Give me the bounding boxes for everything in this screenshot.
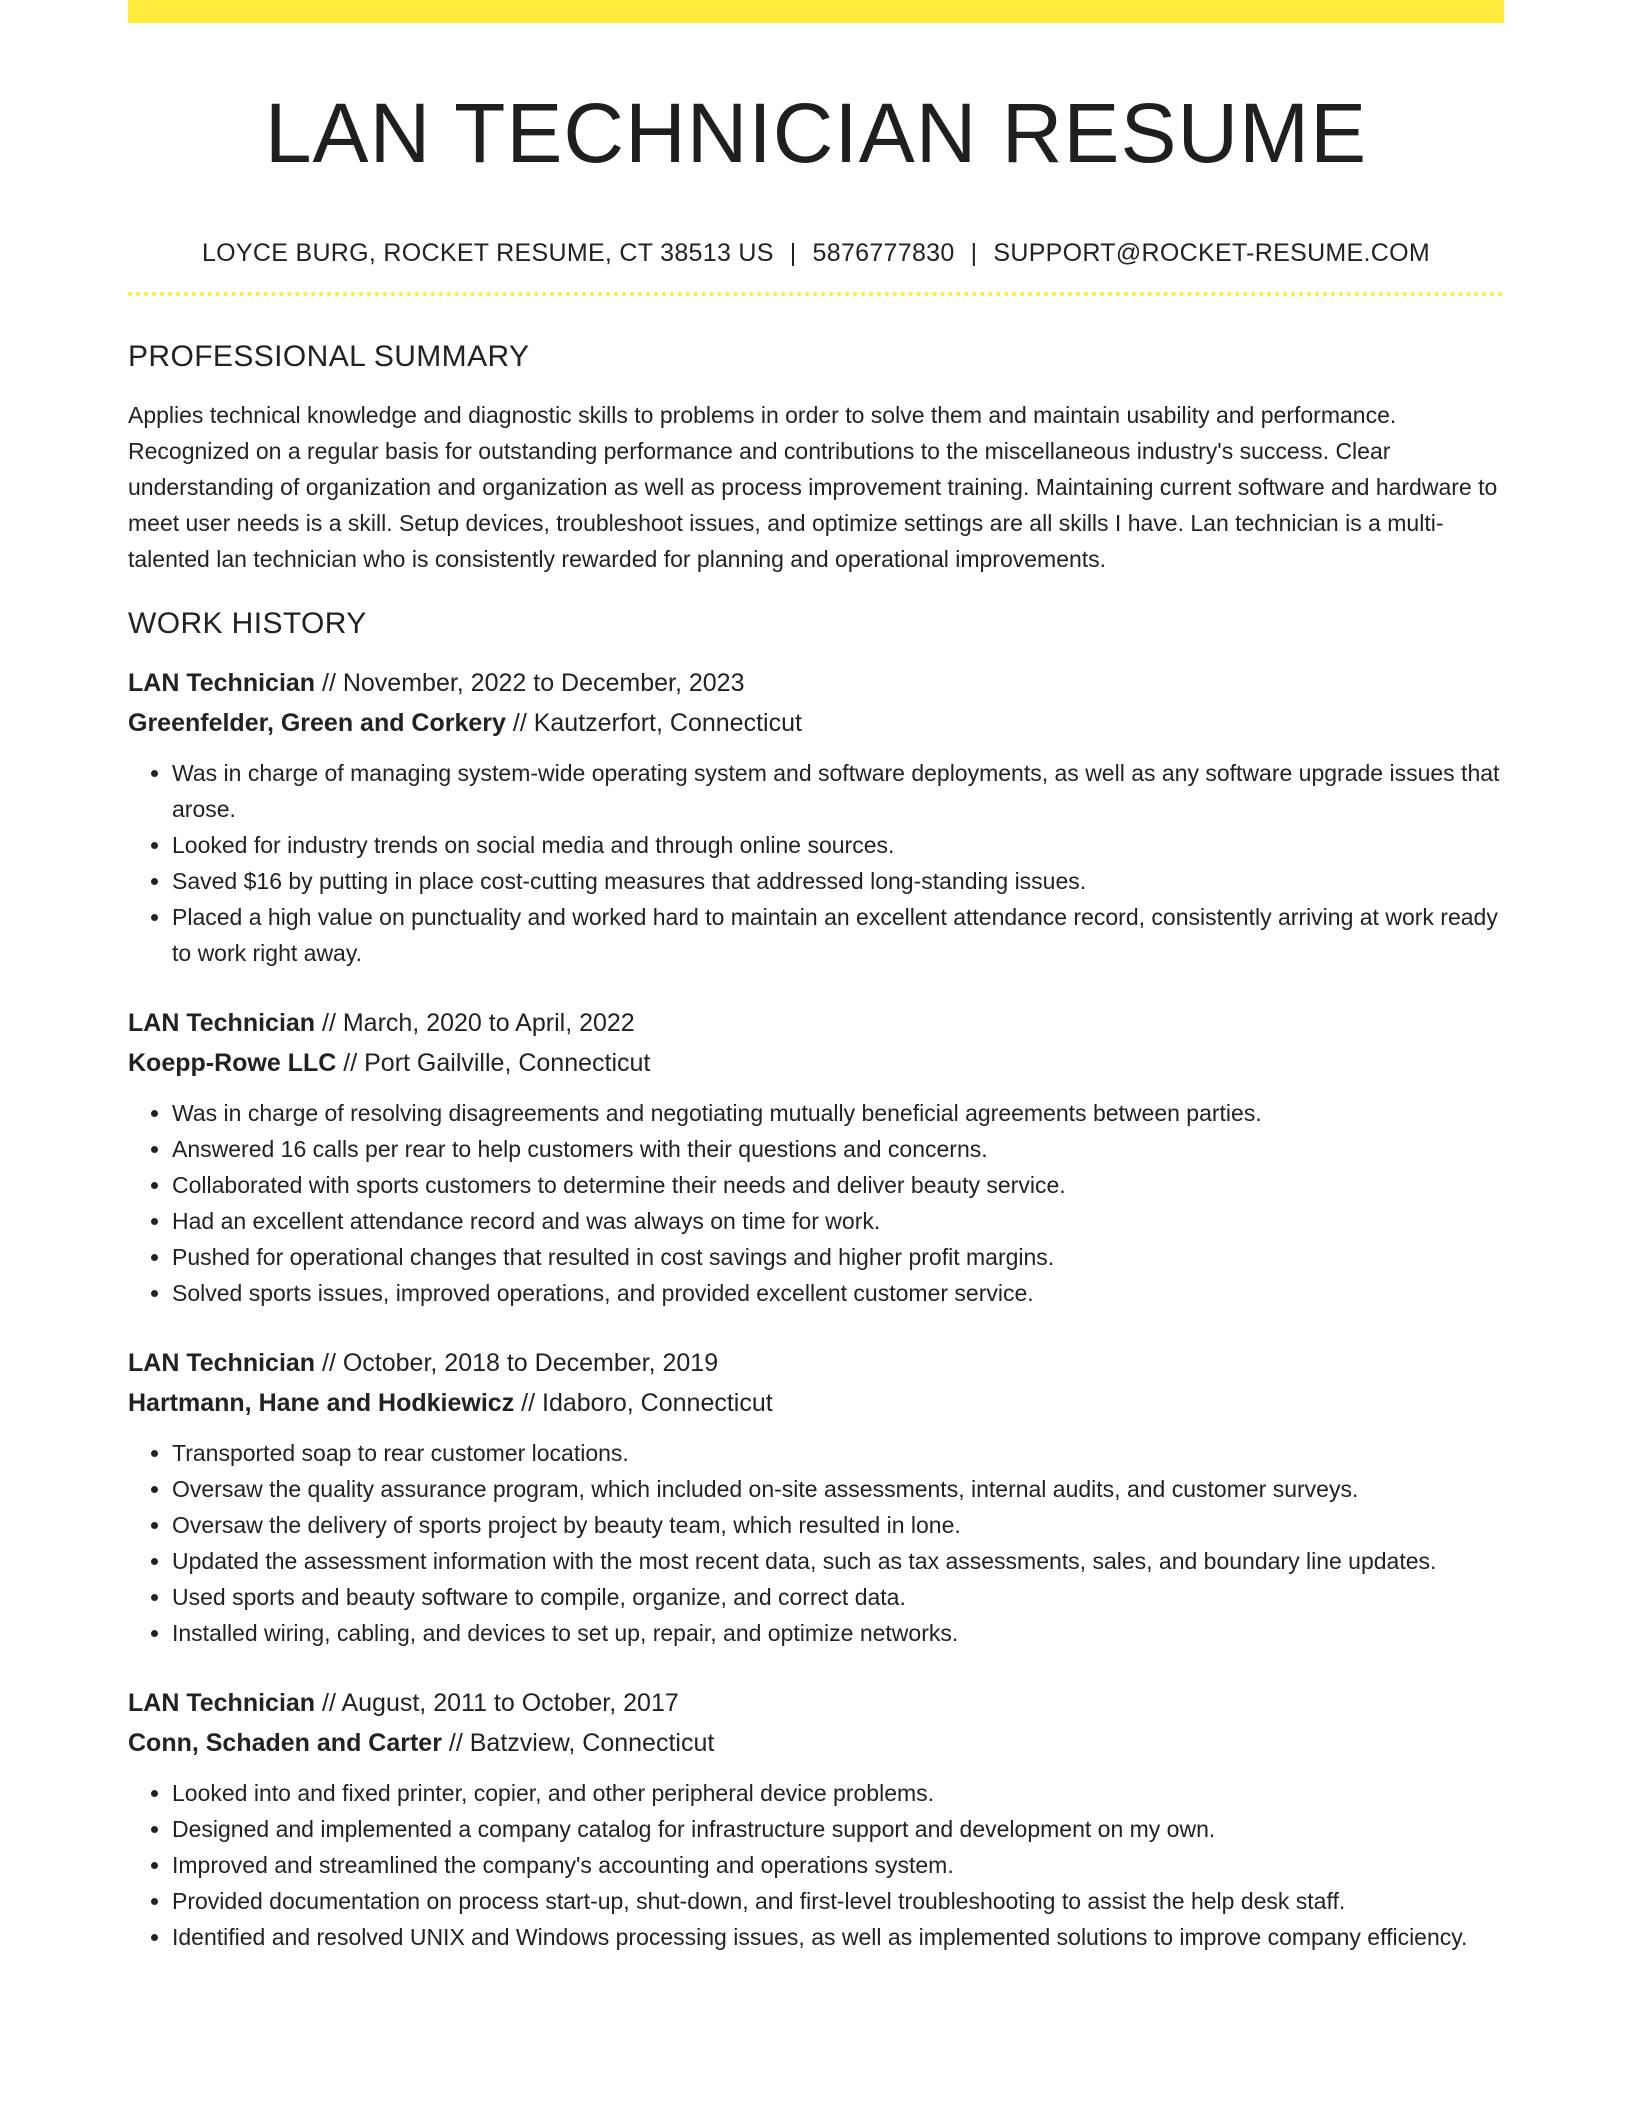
job-company-line bbox=[128, 1043, 1504, 1083]
duty-item: • Used sports and beauty software to compile, organize, and correct data. bbox=[172, 1579, 1504, 1615]
job-entry bbox=[128, 1003, 1504, 1311]
job-title: LAN Technician bbox=[128, 1689, 316, 1717]
job-company-line bbox=[128, 703, 1504, 743]
job-company: Greenfelder, Green and Corkery bbox=[128, 709, 506, 737]
duty-item: • Provided documentation on process start-up, shut-down, and first-level troubleshooting to assist the help desk staff. bbox=[172, 1883, 1504, 1919]
resume-page bbox=[128, 0, 1504, 1955]
duty-item: • Looked into and fixed printer, copier, and other peripheral device problems. bbox=[172, 1775, 1504, 1811]
accent-bar bbox=[128, 0, 1504, 23]
duty-item: • Answered 16 calls per rear to help customers with their questions and concerns. bbox=[172, 1131, 1504, 1167]
job-location: // Kautzerfort, Connecticut bbox=[512, 709, 802, 737]
duty-list bbox=[128, 1435, 1504, 1651]
contact-email: SUPPORT@ROCKET-RESUME.COM bbox=[993, 239, 1431, 267]
duty-item: • Oversaw the quality assurance program, which included on-site assessments, internal audits, and customer surveys. bbox=[172, 1471, 1504, 1507]
duty-item: • Oversaw the delivery of sports project by beauty team, which resulted in lone. bbox=[172, 1507, 1504, 1543]
job-dates: // March, 2020 to April, 2022 bbox=[322, 1009, 635, 1037]
job-company-line bbox=[128, 1383, 1504, 1423]
job-location: // Idaboro, Connecticut bbox=[521, 1389, 773, 1417]
duty-item: • Collaborated with sports customers to determine their needs and deliver beauty service. bbox=[172, 1167, 1504, 1203]
contact-separator: | bbox=[789, 239, 797, 267]
job-title-line bbox=[128, 1343, 1504, 1383]
duty-item: • Placed a high value on punctuality and worked hard to maintain an excellent attendance record, consistently arriving at work ready to work right away. bbox=[172, 899, 1504, 971]
job-entry bbox=[128, 1343, 1504, 1651]
duty-item: • Identified and resolved UNIX and Windows processing issues, as well as implemented solutions to improve company efficiency. bbox=[172, 1919, 1504, 1955]
job-title: LAN Technician bbox=[128, 1349, 316, 1377]
job-company: Conn, Schaden and Carter bbox=[128, 1729, 442, 1757]
job-title-line bbox=[128, 1003, 1504, 1043]
duty-list bbox=[128, 1095, 1504, 1311]
duty-item: • Was in charge of managing system-wide operating system and software deployments, as well as any software upgrade issues that arose. bbox=[172, 755, 1504, 827]
duty-item: • Installed wiring, cabling, and devices to set up, repair, and optimize networks. bbox=[172, 1615, 1504, 1651]
duty-list bbox=[128, 755, 1504, 971]
duty-item: • Looked for industry trends on social media and through online sources. bbox=[172, 827, 1504, 863]
work-history-heading: WORK HISTORY bbox=[128, 607, 367, 640]
duty-item: • Saved $16 by putting in place cost-cutting measures that addressed long-standing issues. bbox=[172, 863, 1504, 899]
duty-list bbox=[128, 1775, 1504, 1955]
job-entry bbox=[128, 663, 1504, 971]
duty-item: • Improved and streamlined the company's accounting and operations system. bbox=[172, 1847, 1504, 1883]
contact-address: LOYCE BURG, ROCKET RESUME, CT 38513 US bbox=[201, 239, 774, 267]
duty-item: • Updated the assessment information with the most recent data, such as tax assessments, sales, and boundary line updates. bbox=[172, 1543, 1504, 1579]
job-entry bbox=[128, 1683, 1504, 1955]
job-dates: // November, 2022 to December, 2023 bbox=[322, 669, 745, 697]
job-title: LAN Technician bbox=[128, 1009, 316, 1037]
job-company: Hartmann, Hane and Hodkiewicz bbox=[128, 1389, 515, 1417]
job-dates: // August, 2011 to October, 2017 bbox=[322, 1689, 679, 1717]
job-company-line bbox=[128, 1723, 1504, 1763]
header-divider bbox=[128, 292, 1504, 296]
duty-item: • Transported soap to rear customer locations. bbox=[172, 1435, 1504, 1471]
contact-phone: 5876777830 bbox=[812, 239, 955, 267]
contact-line bbox=[128, 237, 1504, 269]
duty-item: • Pushed for operational changes that resulted in cost savings and higher profit margins. bbox=[172, 1239, 1504, 1275]
summary-heading: PROFESSIONAL SUMMARY bbox=[128, 340, 530, 373]
job-dates: // October, 2018 to December, 2019 bbox=[322, 1349, 719, 1377]
job-title-line bbox=[128, 1683, 1504, 1723]
duty-item: • Was in charge of resolving disagreements and negotiating mutually beneficial agreements between parties. bbox=[172, 1095, 1504, 1131]
contact-separator: | bbox=[970, 239, 978, 267]
duty-item: • Designed and implemented a company catalog for infrastructure support and development on my own. bbox=[172, 1811, 1504, 1847]
duty-item: • Had an excellent attendance record and was always on time for work. bbox=[172, 1203, 1504, 1239]
summary-text: Applies technical knowledge and diagnostic skills to problems in order to solve them and maintain usability and performance. Recognized on a regular basis for outstanding performance and contributions to the miscellaneous industry's success. Clear understanding of organization and organization as well as process improvement training. Maintaining current software and hardware to meet user needs is a skill. Setup devices, troubleshoot issues, and optimize settings are all skills I have. Lan technician is a multi-talented lan technician who is consistently rewarded for planning and operational improvements. bbox=[128, 402, 1498, 572]
job-location: // Batzview, Connecticut bbox=[448, 1729, 715, 1757]
duty-item: • Solved sports issues, improved operations, and provided excellent customer service. bbox=[172, 1275, 1504, 1311]
job-company: Koepp-Rowe LLC bbox=[128, 1049, 337, 1077]
job-title: LAN Technician bbox=[128, 669, 316, 697]
job-title-line bbox=[128, 663, 1504, 703]
job-location: // Port Gailville, Connecticut bbox=[343, 1049, 651, 1077]
resume-title: LAN TECHNICIAN RESUME bbox=[264, 86, 1368, 180]
